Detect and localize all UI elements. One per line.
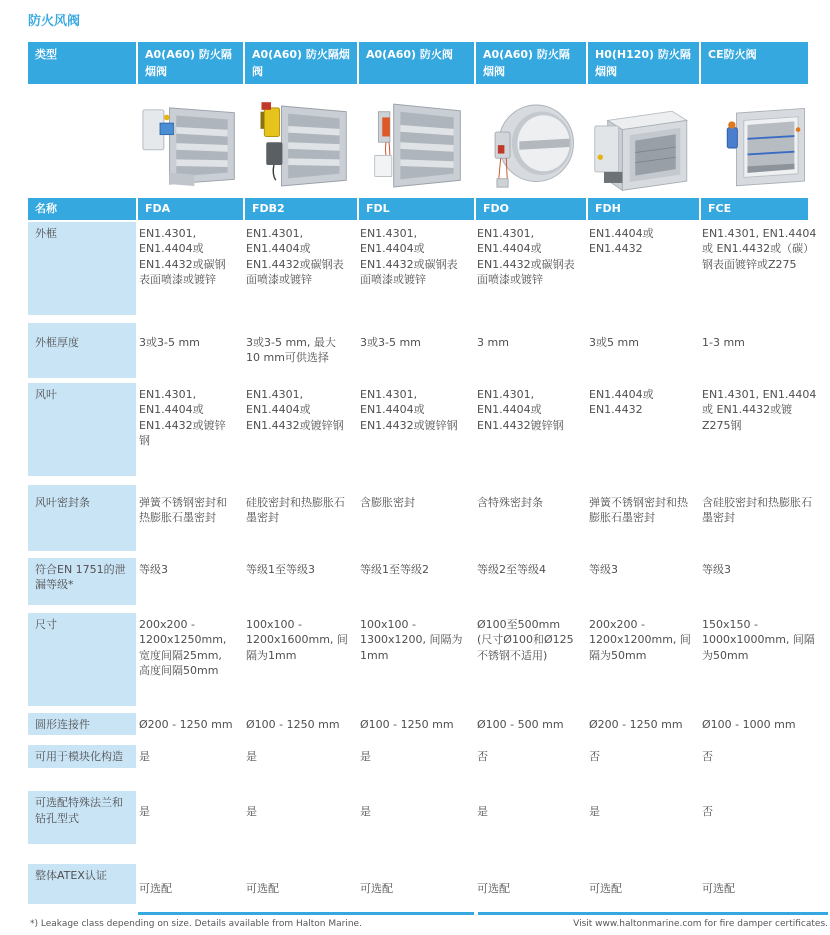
table-cell: 等级3 — [139, 562, 168, 576]
name-header-row — [28, 198, 828, 220]
footer — [28, 919, 828, 929]
row-label: 外框厚度 — [28, 323, 136, 378]
table-cell: 否 — [477, 750, 488, 764]
table-cell: EN1.4301, EN1.4404或 EN1.4432镀锌钢 — [477, 387, 564, 432]
table-cell: Ø100 - 1250 mm — [360, 717, 454, 731]
table-cell: 200x200 - 1200x1250mm, 宽度间隔25mm, 高度间隔50mm — [139, 617, 227, 678]
table-cell: EN1.4301, EN1.4404或 EN1.4432或镀锌钢 — [139, 387, 226, 448]
row-label: 风叶密封条 — [28, 485, 136, 551]
table-cell: EN1.4301, EN1.4404或 EN1.4432或碳钢表面喷漆或镀锌 — [477, 226, 575, 287]
table-cell: Ø200 - 1250 mm — [139, 717, 233, 731]
table-cell: 200x200 - 1200x1200mm, 间隔为50mm — [589, 617, 691, 662]
table-cell: EN1.4301, EN1.4404或 EN1.4432或镀Z275钢 — [702, 387, 817, 432]
type-header-fdo: A0(A60) 防火隔烟阀 — [476, 42, 586, 84]
table-cell: 等级3 — [702, 562, 731, 576]
table-cell: 3或5 mm — [589, 335, 639, 349]
table-cell: 可选配 — [702, 882, 735, 896]
table-cell: EN1.4301, EN1.4404或 EN1.4432或镀锌钢 — [360, 387, 458, 432]
table-cell: EN1.4301, EN1.4404或 EN1.4432或（碳）钢表面镀锌或Z275 — [702, 226, 817, 271]
table-cell: 100x100 - 1300x1200, 间隔为1mm — [360, 617, 463, 662]
type-header-fdb2: A0(A60) 防火隔烟阀 — [245, 42, 357, 84]
table-cell: 3或3-5 mm — [139, 335, 200, 349]
images-row-spacer — [28, 84, 136, 198]
table-cell: 150x150 - 1000x1000mm, 间隔为50mm — [702, 617, 815, 662]
row-label: 圆形连接件 — [28, 713, 136, 736]
name-header-fdo: FDO — [476, 198, 586, 220]
table-cell: 可选配 — [246, 882, 279, 896]
table-cell: 含硅胶密封和热膨胀石墨密封 — [702, 495, 812, 525]
table-cell: 是 — [139, 805, 150, 819]
row-label: 外框 — [28, 222, 136, 315]
table-cell: 是 — [360, 750, 371, 764]
product-image-fdh — [588, 84, 699, 198]
boxed-damper-icon — [591, 102, 697, 194]
row-label: 可用于模块化构造 — [28, 745, 136, 768]
rect-damper-icon — [141, 98, 241, 194]
name-header-fdh: FDH — [588, 198, 699, 220]
table-cell: 等级3 — [589, 562, 618, 576]
table-cell: 含特殊密封条 — [477, 495, 543, 509]
bottom-rule-right — [478, 912, 828, 915]
product-image-fdo — [476, 84, 586, 198]
table-cell: 可选配 — [139, 882, 172, 896]
table-cell: 弹簧不锈钢密封和热膨胀石墨密封 — [139, 495, 227, 525]
name-header-fce: FCE — [701, 198, 808, 220]
product-image-fce — [701, 84, 828, 198]
name-row-label: 名称 — [28, 198, 136, 220]
row-label: 风叶 — [28, 383, 136, 476]
table-cell: EN1.4301, EN1.4404或 EN1.4432或碳钢表面喷漆或镀锌 — [139, 226, 226, 287]
row-outer-frame — [28, 222, 828, 315]
row-dimensions — [28, 613, 828, 706]
row-flange-options — [28, 791, 828, 844]
rect-damper-yellow-actuator-icon — [251, 98, 351, 194]
table-cell: 否 — [702, 805, 713, 819]
row-frame-thickness — [28, 323, 828, 378]
table-cell: Ø100至500mm (尺寸Ø100和Ø125 不锈钢不适用) — [477, 617, 574, 662]
table-cell: Ø100 - 1250 mm — [246, 717, 340, 731]
footer-note-leakage: *) Leakage class depending on size. Details available from Halton Marine. — [30, 919, 362, 930]
table-cell: 是 — [246, 805, 257, 819]
table-cell: 否 — [589, 750, 600, 764]
table-cell: 是 — [477, 805, 488, 819]
product-image-fdb2 — [245, 84, 357, 198]
table-cell: 3 mm — [477, 335, 509, 349]
table-cell: 是 — [246, 750, 257, 764]
table-cell: EN1.4404或 EN1.4432 — [589, 387, 654, 417]
type-header-fce: CE防火阀 — [701, 42, 808, 84]
product-image-fdl — [359, 84, 474, 198]
table-cell: 可选配 — [360, 882, 393, 896]
rect-damper-orange-actuator-icon — [367, 98, 467, 194]
row-label: 整体ATEX认证 — [28, 864, 136, 904]
row-circular-connection — [28, 713, 828, 736]
square-damper-icon — [716, 102, 813, 194]
table-cell: 100x100 - 1200x1600mm, 间隔为1mm — [246, 617, 348, 662]
bottom-rule-left — [138, 912, 474, 915]
footer-note-website: Visit www.haltonmarine.com for fire damper certificates. — [573, 919, 828, 930]
row-blade-seal — [28, 485, 828, 551]
table-cell: 可选配 — [589, 882, 622, 896]
table-cell: Ø100 - 500 mm — [477, 717, 564, 731]
table-bottom-rule — [138, 912, 828, 915]
table-cell: 是 — [360, 805, 371, 819]
table-cell: 是 — [589, 805, 600, 819]
product-images-row — [28, 84, 828, 198]
table-cell: EN1.4301, EN1.4404或 EN1.4432或碳钢表面喷漆或镀锌 — [360, 226, 458, 287]
table-cell: 含膨胀密封 — [360, 495, 415, 509]
type-header-row — [28, 42, 828, 84]
type-header-fda: A0(A60) 防火隔烟阀 — [138, 42, 243, 84]
name-header-fda: FDA — [138, 198, 243, 220]
table-cell: 等级1至等级2 — [360, 562, 429, 576]
name-header-fdl: FDL — [359, 198, 474, 220]
page-title: 防火风阀 — [28, 14, 81, 29]
row-modular-construction — [28, 745, 828, 768]
type-header-fdl: A0(A60) 防火阀 — [359, 42, 474, 84]
table-cell: 等级2至等级4 — [477, 562, 546, 576]
row-atex-certification — [28, 864, 828, 904]
table-cell: 可选配 — [477, 882, 510, 896]
row-label: 符合EN 1751的泄漏等级* — [28, 558, 136, 605]
table-cell: 等级1至等级3 — [246, 562, 315, 576]
name-header-fdb2: FDB2 — [245, 198, 357, 220]
type-header-fdh: H0(H120) 防火隔烟阀 — [588, 42, 699, 84]
table-cell: 1-3 mm — [702, 335, 745, 349]
table-cell: 弹簧不锈钢密封和热膨胀石墨密封 — [589, 495, 688, 525]
table-cell: EN1.4301, EN1.4404或 EN1.4432或碳钢表面喷漆或镀锌 — [246, 226, 344, 287]
circular-damper-icon — [482, 100, 580, 194]
table-cell: EN1.4301, EN1.4404或 EN1.4432或镀锌钢 — [246, 387, 344, 432]
table-cell: EN1.4404或 EN1.4432 — [589, 226, 654, 256]
type-row-label: 类型 — [28, 42, 136, 84]
table-cell: 3或3-5 mm, 最大10 mm可供选择 — [246, 335, 336, 365]
row-label: 可选配特殊法兰和钻孔型式 — [28, 791, 136, 844]
row-leakage-class — [28, 558, 828, 605]
table-cell: 3或3-5 mm — [360, 335, 421, 349]
table-cell: Ø100 - 1000 mm — [702, 717, 796, 731]
table-cell: 否 — [702, 750, 713, 764]
row-blades — [28, 383, 828, 476]
row-label: 尺寸 — [28, 613, 136, 706]
product-image-fda — [138, 84, 243, 198]
table-cell: 是 — [139, 750, 150, 764]
table-cell: 硅胶密封和热膨胀石墨密封 — [246, 495, 345, 525]
table-cell: Ø200 - 1250 mm — [589, 717, 683, 731]
